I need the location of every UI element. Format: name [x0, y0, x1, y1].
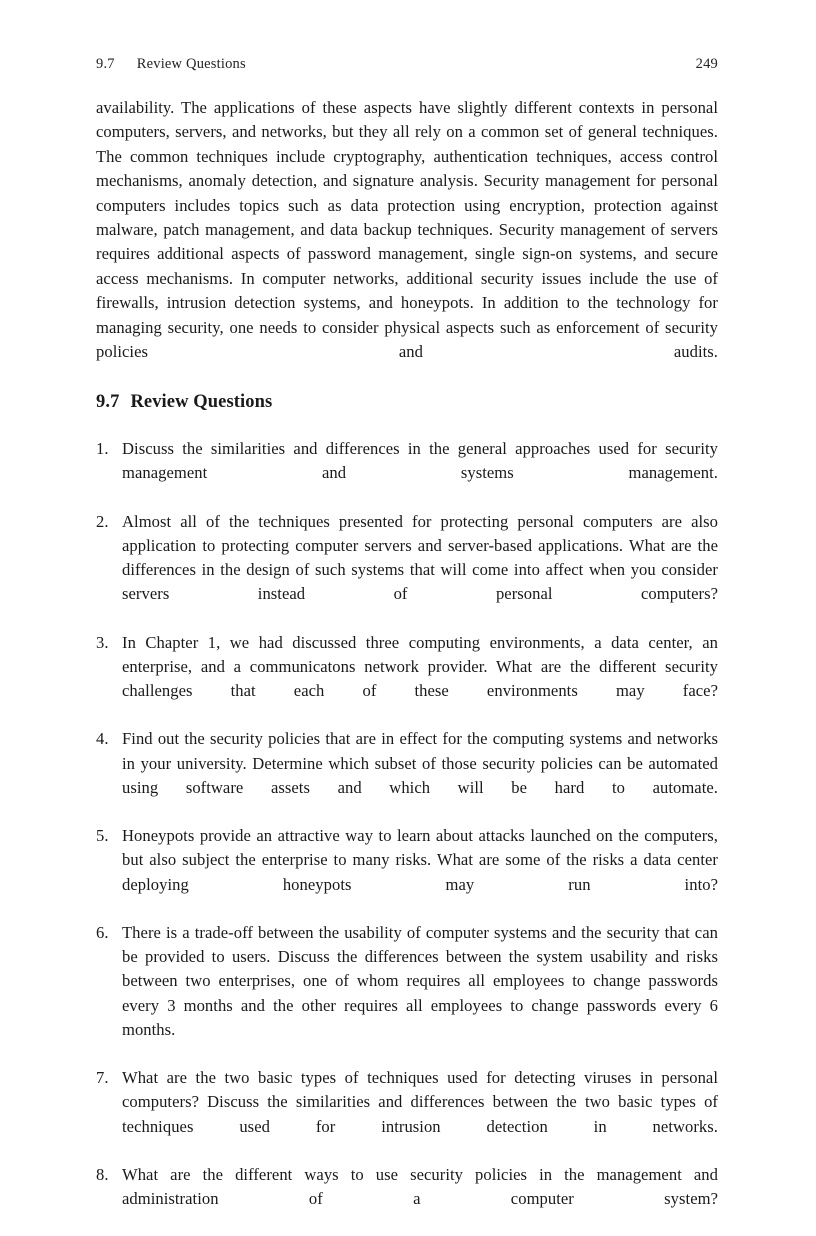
list-item [96, 727, 718, 824]
section-heading-title: Review Questions [130, 392, 273, 412]
list-item-marker: 5. [96, 826, 109, 846]
running-header-section-number: 9.7 [96, 56, 115, 72]
list-item [96, 1163, 718, 1236]
list-item-text: What are the two basic types of techniques used for detecting viruses in personal computers? Discuss the similarities and differences between the two basic types of techniques used for intrusion detection in networks. [122, 1068, 718, 1136]
running-header [96, 56, 718, 76]
list-item-text: What are the different ways to use security policies in the management and administration of a computer system? [122, 1165, 718, 1209]
list-item [96, 631, 718, 728]
list-item-text: Discuss the similarities and differences in the general approaches used for security management and systems management. [122, 439, 718, 483]
page-number: 249 [695, 56, 718, 72]
list-item-marker: 1. [96, 439, 109, 458]
list-item-marker: 8. [96, 1165, 109, 1185]
list-item-marker: 3. [96, 632, 109, 652]
list-item-text: Honeypots provide an attractive way to learn about attacks launched on the computers, but also subject the enterprise to many risks. What are some of the risks a data center deploying honeypots may run into? [122, 826, 718, 894]
review-questions-list [96, 437, 718, 1236]
list-item [96, 921, 718, 1066]
section-heading-number: 9.7 [96, 392, 120, 412]
list-item-marker: 7. [96, 1068, 109, 1088]
list-item-marker: 4. [96, 729, 109, 749]
section-heading [96, 390, 718, 414]
list-item-text: Find out the security policies that are in effect for the computing systems and networks in your university. Determine which subset of those security policies can be automated using software assets and which will be hard to automate. [122, 729, 718, 797]
list-item [96, 437, 718, 510]
running-header-section-title: Review Questions [136, 56, 246, 72]
list-item-text: In Chapter 1, we had discussed three computing environments, a data center, an enterprise, and a communicatons network provider. What are the different security challenges that each of these environments may face? [122, 632, 718, 701]
list-item-text: There is a trade-off between the usability of computer systems and the security that can be provided to users. Discuss the differences between the system usability and risks between two enterprises, one of whom requires all employees to change passwords every 3 months and the other requires all employees to change passwords every 6 months. [122, 923, 718, 1039]
list-item [96, 824, 718, 921]
body-content [96, 96, 718, 389]
list-item [96, 510, 718, 631]
list-item-marker: 2. [96, 511, 109, 531]
summary-paragraph: availability. The applications of these aspects have slightly different contexts in personal computers, servers, and networks, but they all rely on a common set of general techniques. The common techniques include cryptography, authentication techniques, access control mechanisms, anomaly detection, and signature analysis. Security management for personal computers includes topics such as data protection using encryption, protection against malware, patch management, and data backup techniques. Security management of servers requires additional aspects of password management, single sign-on systems, and secure access mechanisms. In computer networks, additional security issues include the use of firewalls, intrusion detection systems, and honeypots. In addition to the technology for managing security, one needs to consider physical aspects such as enforcement of security policies and audits. [96, 98, 718, 362]
list-item [96, 1066, 718, 1163]
list-item-marker: 6. [96, 923, 109, 943]
list-item-text: Almost all of the techniques presented for protecting personal computers are also application to protecting computer servers and server-based applications. What are the differences in the design of such systems that will come into affect when you consider servers instead of personal computers? [122, 511, 718, 604]
